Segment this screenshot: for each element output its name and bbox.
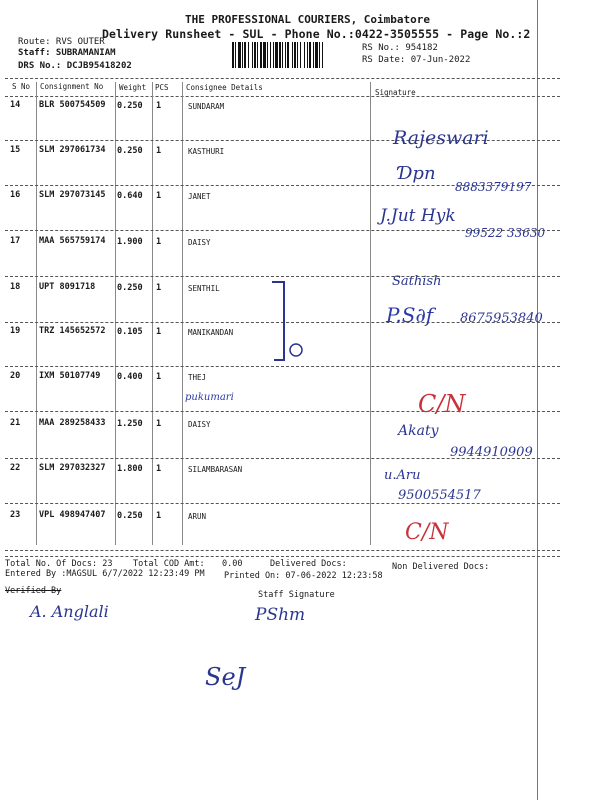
row-consignment-no: MAA 289258433: [39, 418, 106, 428]
row-separator: [5, 411, 560, 412]
row-weight: 0.105: [117, 327, 143, 337]
staff-signature-label: Staff Signature: [258, 590, 335, 600]
signature-scribble: J.Jut Hyk: [380, 206, 456, 226]
row-pcs: 1: [156, 191, 162, 201]
footer-rule: [5, 556, 560, 557]
signature-scribble: u.Aru: [384, 468, 421, 483]
row-weight: 0.250: [117, 101, 143, 111]
row-pcs: 1: [156, 327, 162, 337]
col-header-signature: Signature: [375, 88, 416, 97]
row-consignment-no: TRZ 145652572: [39, 326, 106, 336]
company-name: THE PROFESSIONAL COURIERS, Coimbatore: [185, 13, 431, 26]
row-consignment-no: SLM 297061734: [39, 145, 106, 155]
signature-scribble: Akaty: [398, 423, 439, 439]
row-consignee: JANET: [188, 192, 211, 201]
col-divider: [152, 82, 153, 545]
row-weight: 1.900: [117, 237, 143, 247]
rs-date: RS Date: 07-Jun-2022: [362, 55, 471, 65]
row-separator: [5, 276, 560, 277]
verified-by: Verified By: [5, 586, 62, 596]
col-header-consignment: Consignment No: [40, 82, 104, 91]
row-consignee: DAISY: [188, 238, 211, 247]
row-weight: 0.250: [117, 283, 143, 293]
total-cod-value: 0.00: [222, 559, 243, 569]
row-consignee: MANIKANDAN: [188, 328, 234, 337]
row-consignee: ARUN: [188, 512, 207, 521]
total-cod-label: Total COD Amt:: [133, 559, 205, 569]
row-separator: [5, 550, 560, 551]
header-bottom-rule: [5, 96, 560, 97]
staff-signature: PShm: [255, 605, 306, 625]
handwritten-cn: C/N: [418, 390, 466, 418]
signature-scribble: Ɗpn: [398, 163, 436, 184]
row-weight: 0.250: [117, 511, 143, 521]
row-separator: [5, 503, 560, 504]
row-sno: 23: [10, 510, 21, 520]
non-delivered-docs: Non Delivered Docs:: [392, 562, 490, 572]
barcode-bar: [323, 42, 325, 68]
staff-initials-signature: SeJ: [205, 663, 246, 691]
row-pcs: 1: [156, 146, 162, 156]
row-sno: 18: [10, 282, 21, 292]
handwritten-name: Sathish: [392, 274, 442, 289]
staff-name: Staff: SUBRAMANIAM: [18, 48, 116, 58]
col-header-weight: Weight: [119, 83, 147, 92]
printed-on: Printed On: 07-06-2022 12:23:58: [224, 571, 383, 581]
row-pcs: 1: [156, 283, 162, 293]
delivered-docs: Delivered Docs:: [270, 559, 347, 569]
col-divider: [370, 82, 371, 545]
row-pcs: 1: [156, 101, 162, 111]
row-consignee: SENTHIL: [188, 284, 220, 293]
row-consignment-no: SLM 297073145: [39, 190, 106, 200]
verifier-signature: A. Anglali: [30, 602, 109, 621]
entered-by: Entered By :MAGSUL 6/7/2022 12:23:49 PM: [5, 569, 205, 579]
row-consignment-no: IXM 50107749: [39, 371, 101, 381]
row-weight: 0.250: [117, 146, 143, 156]
col-header-pcs: PCS: [155, 83, 169, 92]
row-pcs: 1: [156, 419, 162, 429]
row-consignment-no: BLR 500754509: [39, 100, 106, 110]
handwriting-scribble: pukumari: [185, 392, 234, 403]
row-weight: 1.250: [117, 419, 143, 429]
handwritten-phone: 8675953840: [460, 311, 543, 326]
col-divider: [36, 82, 37, 545]
header-top-rule: [5, 78, 560, 79]
runsheet-title: Delivery Runsheet - SUL - Phone No.:0422-3505555 - Page No.:2: [102, 27, 531, 41]
row-sno: 16: [10, 190, 21, 200]
handwritten-phone: 99522 33630: [465, 226, 546, 240]
col-divider: [182, 82, 183, 545]
row-weight: 0.400: [117, 372, 143, 382]
col-header-consignee: Consignee Details: [186, 83, 263, 92]
row-sno: 20: [10, 371, 21, 381]
handwritten-cn: C/N: [405, 520, 449, 545]
row-consignment-no: UPT 8091718: [39, 282, 96, 292]
page-right-border: [537, 0, 538, 800]
row-sno: 19: [10, 326, 21, 336]
total-docs: Total No. Of Docs: 23: [5, 559, 113, 569]
handwritten-phone: 8883379197: [455, 180, 532, 194]
handwritten-name: Rajeswari: [393, 127, 489, 149]
handwritten-phone: 9944910909: [450, 445, 533, 460]
row-sno: 21: [10, 418, 21, 428]
barcode: [232, 42, 358, 68]
col-header-sno: S No: [12, 82, 31, 91]
row-consignee: SUNDARAM: [188, 102, 225, 111]
handwritten-phone: 9500554517: [398, 488, 481, 503]
row-pcs: 1: [156, 464, 162, 474]
row-sno: 14: [10, 100, 21, 110]
row-consignee: KASTHURI: [188, 147, 225, 156]
signature-scribble: P.S∂f: [386, 303, 434, 327]
row-consignee: SILAMBARASAN: [188, 465, 243, 474]
row-consignee: THEJ: [188, 373, 207, 382]
row-consignment-no: SLM 297032327: [39, 463, 106, 473]
row-consignment-no: MAA 565759174: [39, 236, 106, 246]
row-pcs: 1: [156, 511, 162, 521]
row-weight: 0.640: [117, 191, 143, 201]
row-consignment-no: VPL 498947407: [39, 510, 106, 520]
route: Route: RVS OUTER: [18, 37, 105, 47]
rs-number: RS No.: 954182: [362, 43, 438, 53]
row-sno: 15: [10, 145, 21, 155]
row-consignee: DAISY: [188, 420, 211, 429]
pen-bracket-mark: [262, 278, 312, 368]
row-pcs: 1: [156, 237, 162, 247]
row-sno: 22: [10, 463, 21, 473]
row-weight: 1.800: [117, 464, 143, 474]
row-pcs: 1: [156, 372, 162, 382]
row-sno: 17: [10, 236, 21, 246]
drs-number: DRS No.: DCJB95418202: [18, 61, 132, 71]
col-divider: [115, 82, 116, 545]
